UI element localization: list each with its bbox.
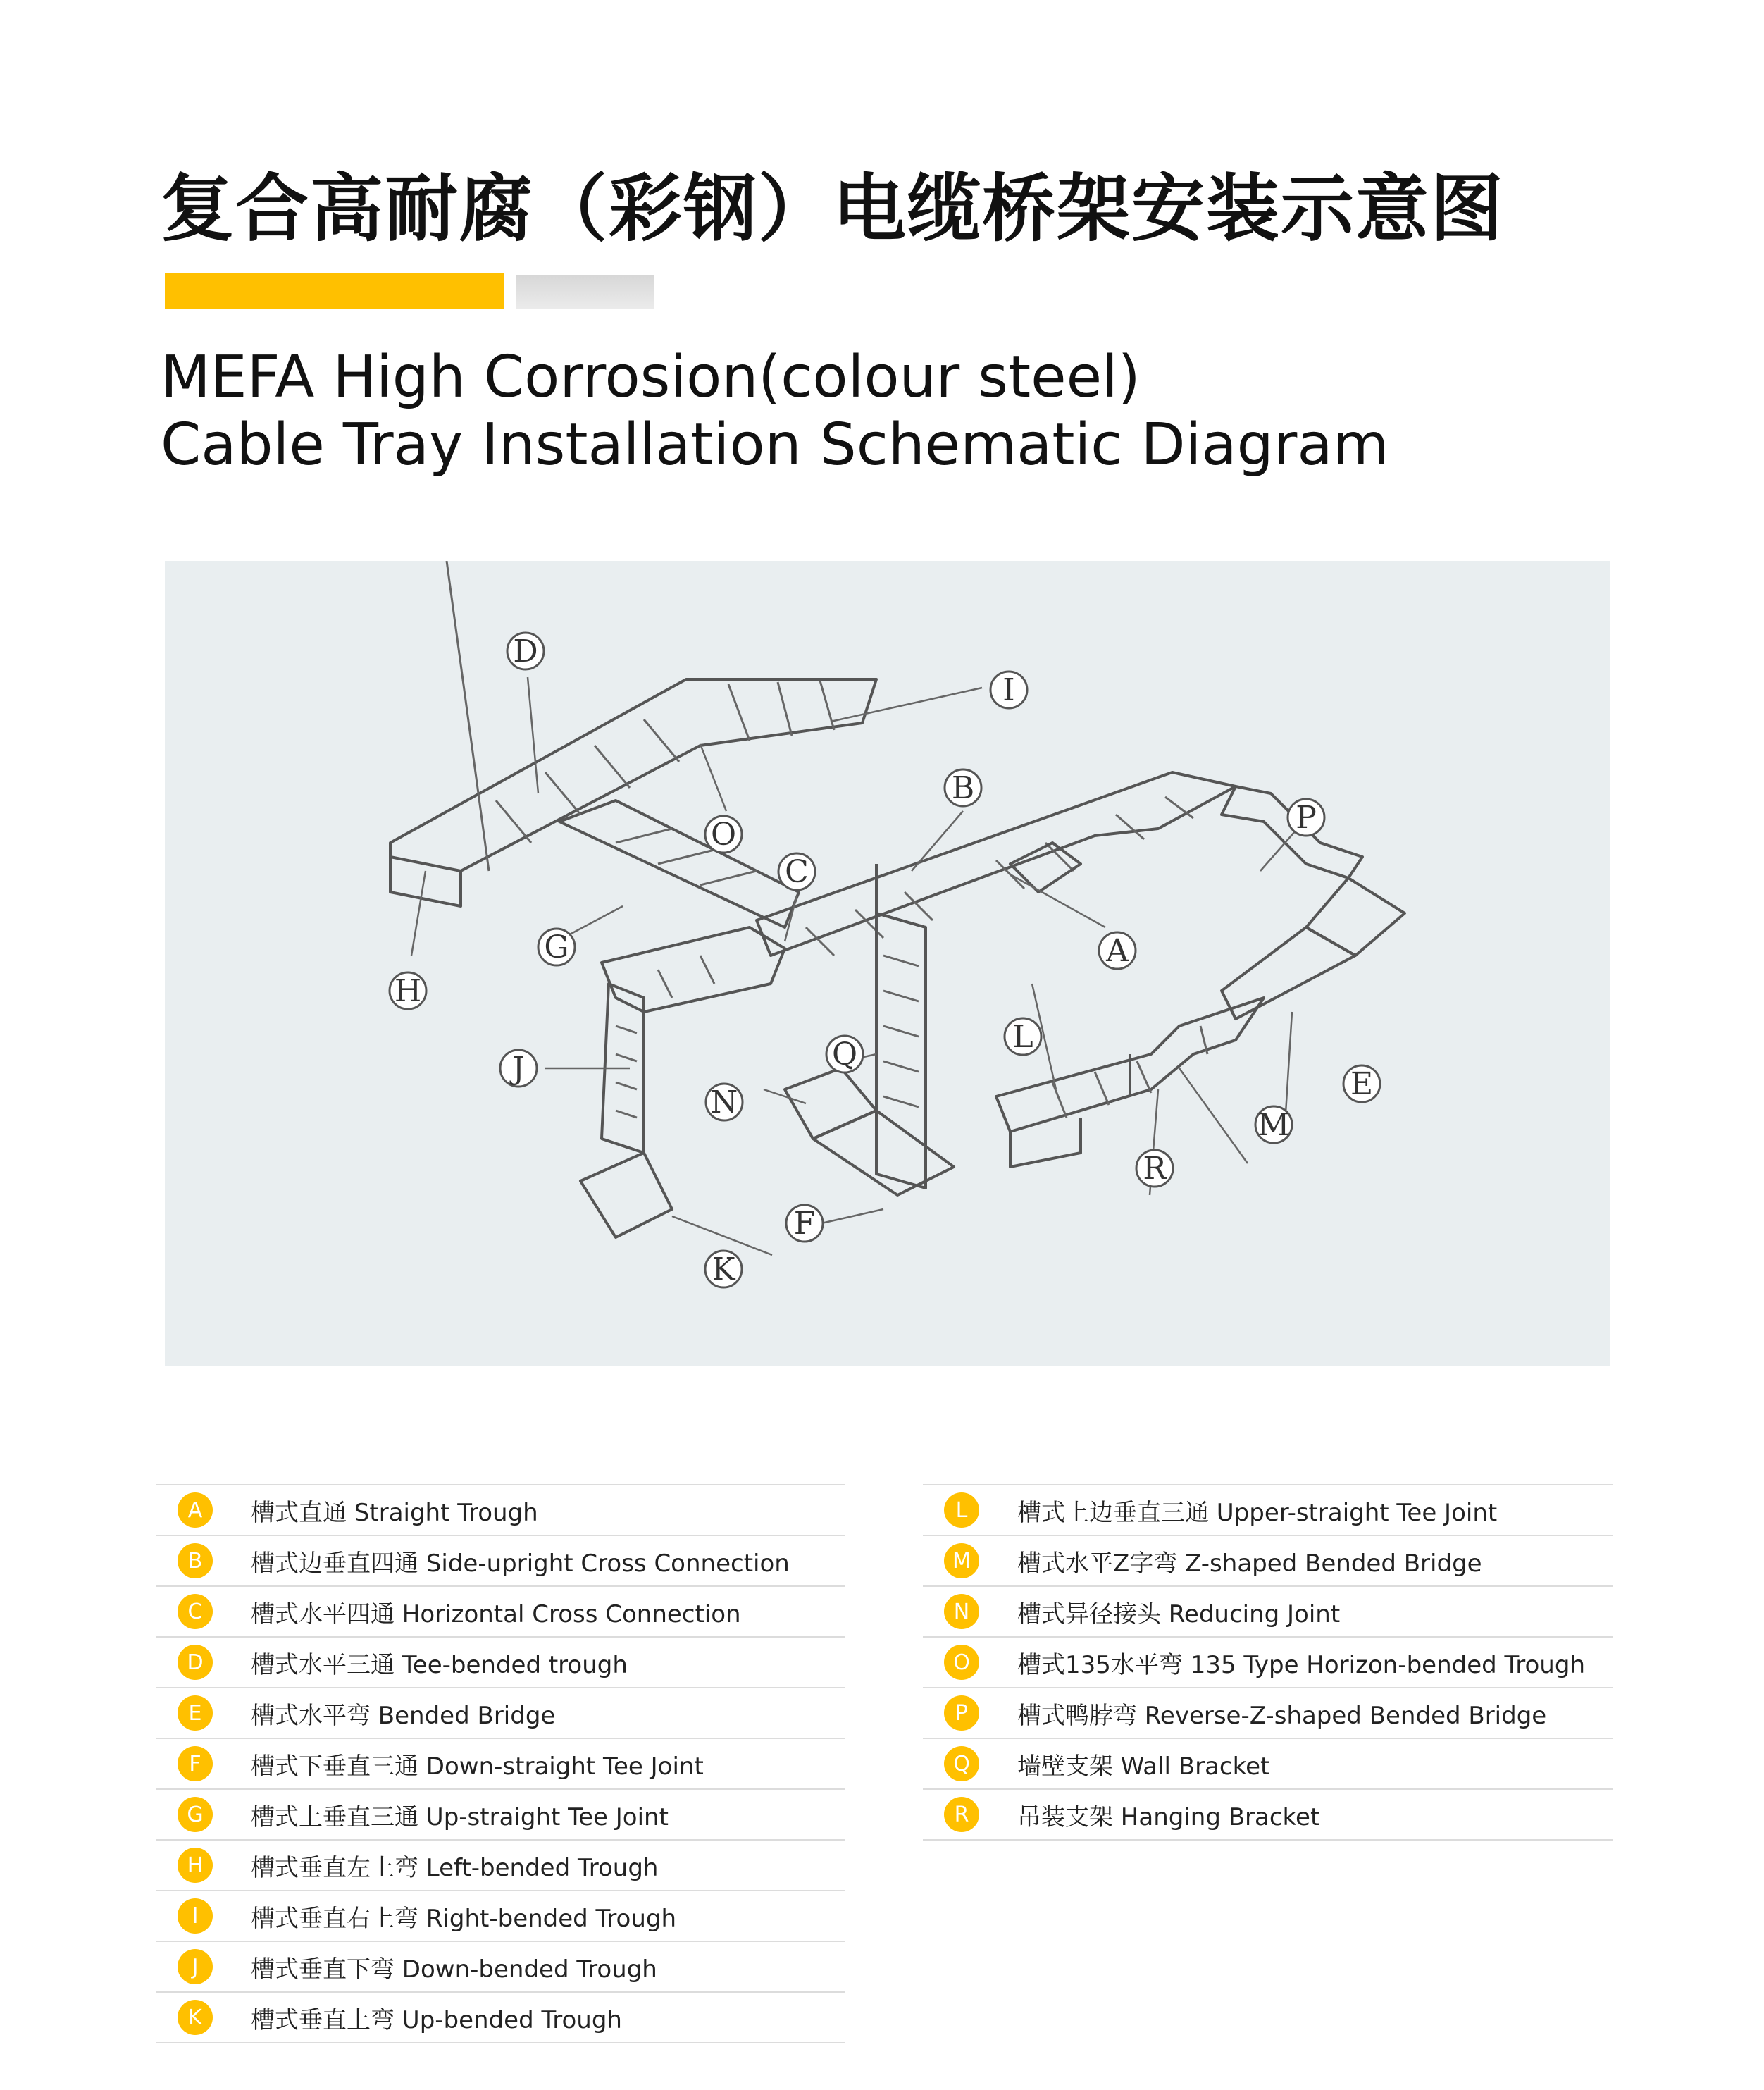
badge-q: Q [944,1746,979,1781]
accent-bar-grey [516,275,654,309]
legend-right [923,1484,1613,1841]
tray-lower-left [580,927,785,1237]
legend-row-i [156,1890,845,1941]
svg-text:F: F [793,1206,816,1242]
legend-label-d: 槽式水平三通 Tee-bended trough [251,1650,628,1679]
legend-label-f: 槽式下垂直三通 Down-straight Tee Joint [251,1752,704,1781]
legend-row-n [923,1585,1613,1636]
tray-center-riser [785,913,954,1195]
badge-d: D [178,1645,213,1680]
callout-A [1099,932,1136,969]
svg-text:M: M [1257,1107,1290,1143]
legend-label-p: 槽式鸭脖弯 Reverse-Z-shaped Bended Bridge [1017,1701,1547,1730]
callout-M [1255,1106,1292,1143]
legend-row-h [156,1839,845,1890]
legend-label-a: 槽式直通 Straight Trough [251,1498,538,1527]
diagram-drawing [165,561,1610,1366]
svg-text:K: K [712,1251,735,1287]
svg-text:H: H [394,973,422,1009]
legend-row-q [923,1738,1613,1788]
legend-row-l [923,1484,1613,1535]
badge-j: J [178,1949,213,1984]
callout-L [1005,1018,1041,1055]
callout-F [786,1205,823,1242]
title-en-line1: MEFA High Corrosion(colour steel) [161,344,1141,411]
callout-J [500,1050,537,1087]
legend-label-b: 槽式边垂直四通 Side-upright Cross Connection [251,1549,790,1578]
badge-i: I [178,1898,213,1934]
svg-text:E: E [1350,1066,1374,1102]
legend-label-i: 槽式垂直右上弯 Right-bended Trough [251,1904,677,1933]
legend-row-r [923,1788,1613,1841]
callout-Q [826,1036,863,1072]
legend-label-k: 槽式垂直上弯 Up-bended Trough [251,2005,622,2034]
badge-p: P [944,1695,979,1731]
page-title-en [161,344,1389,479]
badge-b: B [178,1543,213,1578]
legend-row-g [156,1788,845,1839]
callout-K [705,1251,742,1287]
callout-B [945,769,981,806]
legend-label-g: 槽式上垂直三通 Up-straight Tee Joint [251,1803,669,1831]
svg-text:I: I [1002,672,1015,708]
title-en-line2: Cable Tray Installation Schematic Diagram [161,412,1389,478]
callout-O [705,816,742,853]
legend-row-p [923,1687,1613,1738]
callout-I [990,672,1027,708]
callout-P [1288,799,1324,836]
legend-row-d [156,1636,845,1687]
legend-row-b [156,1535,845,1585]
svg-text:J: J [512,1051,525,1087]
legend-label-j: 槽式垂直下弯 Down-bended Trough [251,1955,657,1984]
svg-text:C: C [785,854,809,890]
svg-text:D: D [513,633,538,669]
installation-diagram [165,561,1610,1366]
badge-c: C [178,1594,213,1629]
legend-row-e [156,1687,845,1738]
badge-l: L [944,1492,979,1528]
legend-label-m: 槽式水平Z字弯 Z-shaped Bended Bridge [1017,1549,1482,1578]
legend-label-q: 墙壁支架 Wall Bracket [1017,1752,1270,1781]
callout-E [1343,1065,1380,1102]
legend-label-l: 槽式上边垂直三通 Upper-straight Tee Joint [1017,1498,1498,1527]
callout-N [706,1084,743,1120]
callout-C [778,853,815,890]
svg-text:B: B [951,770,975,806]
legend-row-m [923,1535,1613,1585]
accent-bar-yellow [165,273,504,309]
callout-D [507,633,544,669]
legend-row-o [923,1636,1613,1687]
callout-H [390,972,426,1009]
svg-text:G: G [544,929,569,965]
svg-text:P: P [1296,800,1317,836]
legend-label-o: 槽式135水平弯 135 Type Horizon-bended Trough [1017,1650,1585,1679]
legend-row-f [156,1738,845,1788]
legend-label-r: 吊装支架 Hanging Bracket [1017,1803,1320,1831]
badge-a: A [178,1492,213,1528]
svg-text:L: L [1012,1019,1033,1055]
callout-G [538,929,575,965]
badge-k: K [178,2000,213,2035]
badge-n: N [944,1594,979,1629]
legend-label-n: 槽式异径接头 Reducing Joint [1017,1600,1341,1628]
badge-e: E [178,1695,213,1731]
badge-r: R [944,1797,979,1832]
svg-text:N: N [710,1084,738,1120]
legend-label-c: 槽式水平四通 Horizontal Cross Connection [251,1600,741,1628]
svg-text:Q: Q [831,1037,858,1072]
svg-text:O: O [710,817,737,853]
page-title-cn: 复合高耐腐（彩钢）电缆桥架安装示意图 [161,166,1505,252]
legend-row-a [156,1484,845,1535]
legend-left [156,1484,845,2043]
svg-text:A: A [1106,933,1129,969]
legend-row-c [156,1585,845,1636]
callout-R [1136,1150,1173,1187]
badge-f: F [178,1746,213,1781]
legend-row-j [156,1941,845,1991]
badge-m: M [944,1543,979,1578]
legend-label-h: 槽式垂直左上弯 Left-bended Trough [251,1853,659,1882]
badge-h: H [178,1848,213,1883]
badge-o: O [944,1645,979,1680]
svg-text:R: R [1143,1151,1167,1187]
legend-row-k [156,1991,845,2043]
legend-label-e: 槽式水平弯 Bended Bridge [251,1701,556,1730]
badge-g: G [178,1797,213,1832]
